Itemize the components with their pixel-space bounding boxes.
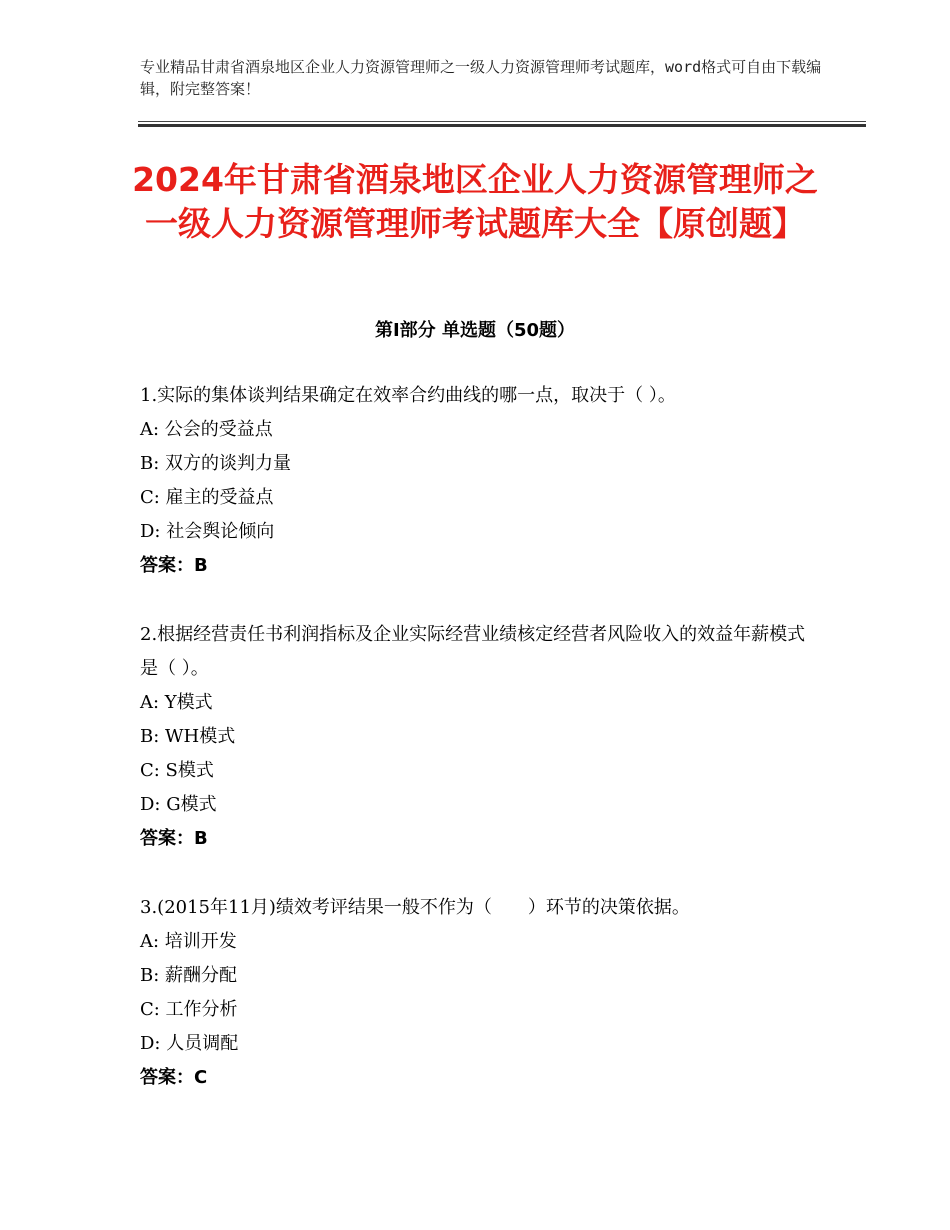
option-c: C: 雇主的受益点	[140, 487, 274, 508]
header-divider-thin	[138, 121, 866, 122]
question-stem: 2.根据经营责任书利润指标及企业实际经营业绩核定经营者风险收入的效益年薪模式是（ ）。	[140, 624, 806, 679]
option-b: B: 薪酬分配	[140, 965, 238, 986]
question-stem: 1.实际的集体谈判结果确定在效率合约曲线的哪一点，取决于（ ）。	[140, 385, 676, 406]
answer-text: 答案：B	[140, 828, 208, 849]
question-1	[140, 379, 810, 583]
option-a: A: Y模式	[140, 692, 213, 713]
header-note: 专业精品甘肃省酒泉地区企业人力资源管理师之一级人力资源管理师考试题库，word格式可自由下载编辑，附完整答案！	[140, 58, 822, 98]
option-d: D: 人员调配	[140, 1033, 239, 1054]
option-d: D: G模式	[140, 794, 217, 815]
question-3	[140, 891, 810, 1095]
question-2	[140, 618, 810, 856]
option-a: A: 公会的受益点	[140, 419, 273, 440]
answer-text: 答案：B	[140, 555, 208, 576]
option-c: C: 工作分析	[140, 999, 238, 1020]
option-a: A: 培训开发	[140, 931, 237, 952]
section-heading: 第Ⅰ部分 单选题（50题）	[374, 320, 575, 341]
option-c: C: S模式	[140, 760, 214, 781]
option-d: D: 社会舆论倾向	[140, 521, 275, 542]
option-b: B: 双方的谈判力量	[140, 453, 292, 474]
header-divider-thick	[138, 124, 866, 127]
document-title: 2024年甘肃省酒泉地区企业人力资源管理师之一级人力资源管理师考试题库大全【原创题】	[132, 160, 818, 243]
question-stem: 3.(2015年11月)绩效考评结果一般不作为（ ）环节的决策依据。	[140, 897, 690, 918]
option-b: B: WH模式	[140, 726, 236, 747]
answer-text: 答案：C	[140, 1067, 208, 1088]
